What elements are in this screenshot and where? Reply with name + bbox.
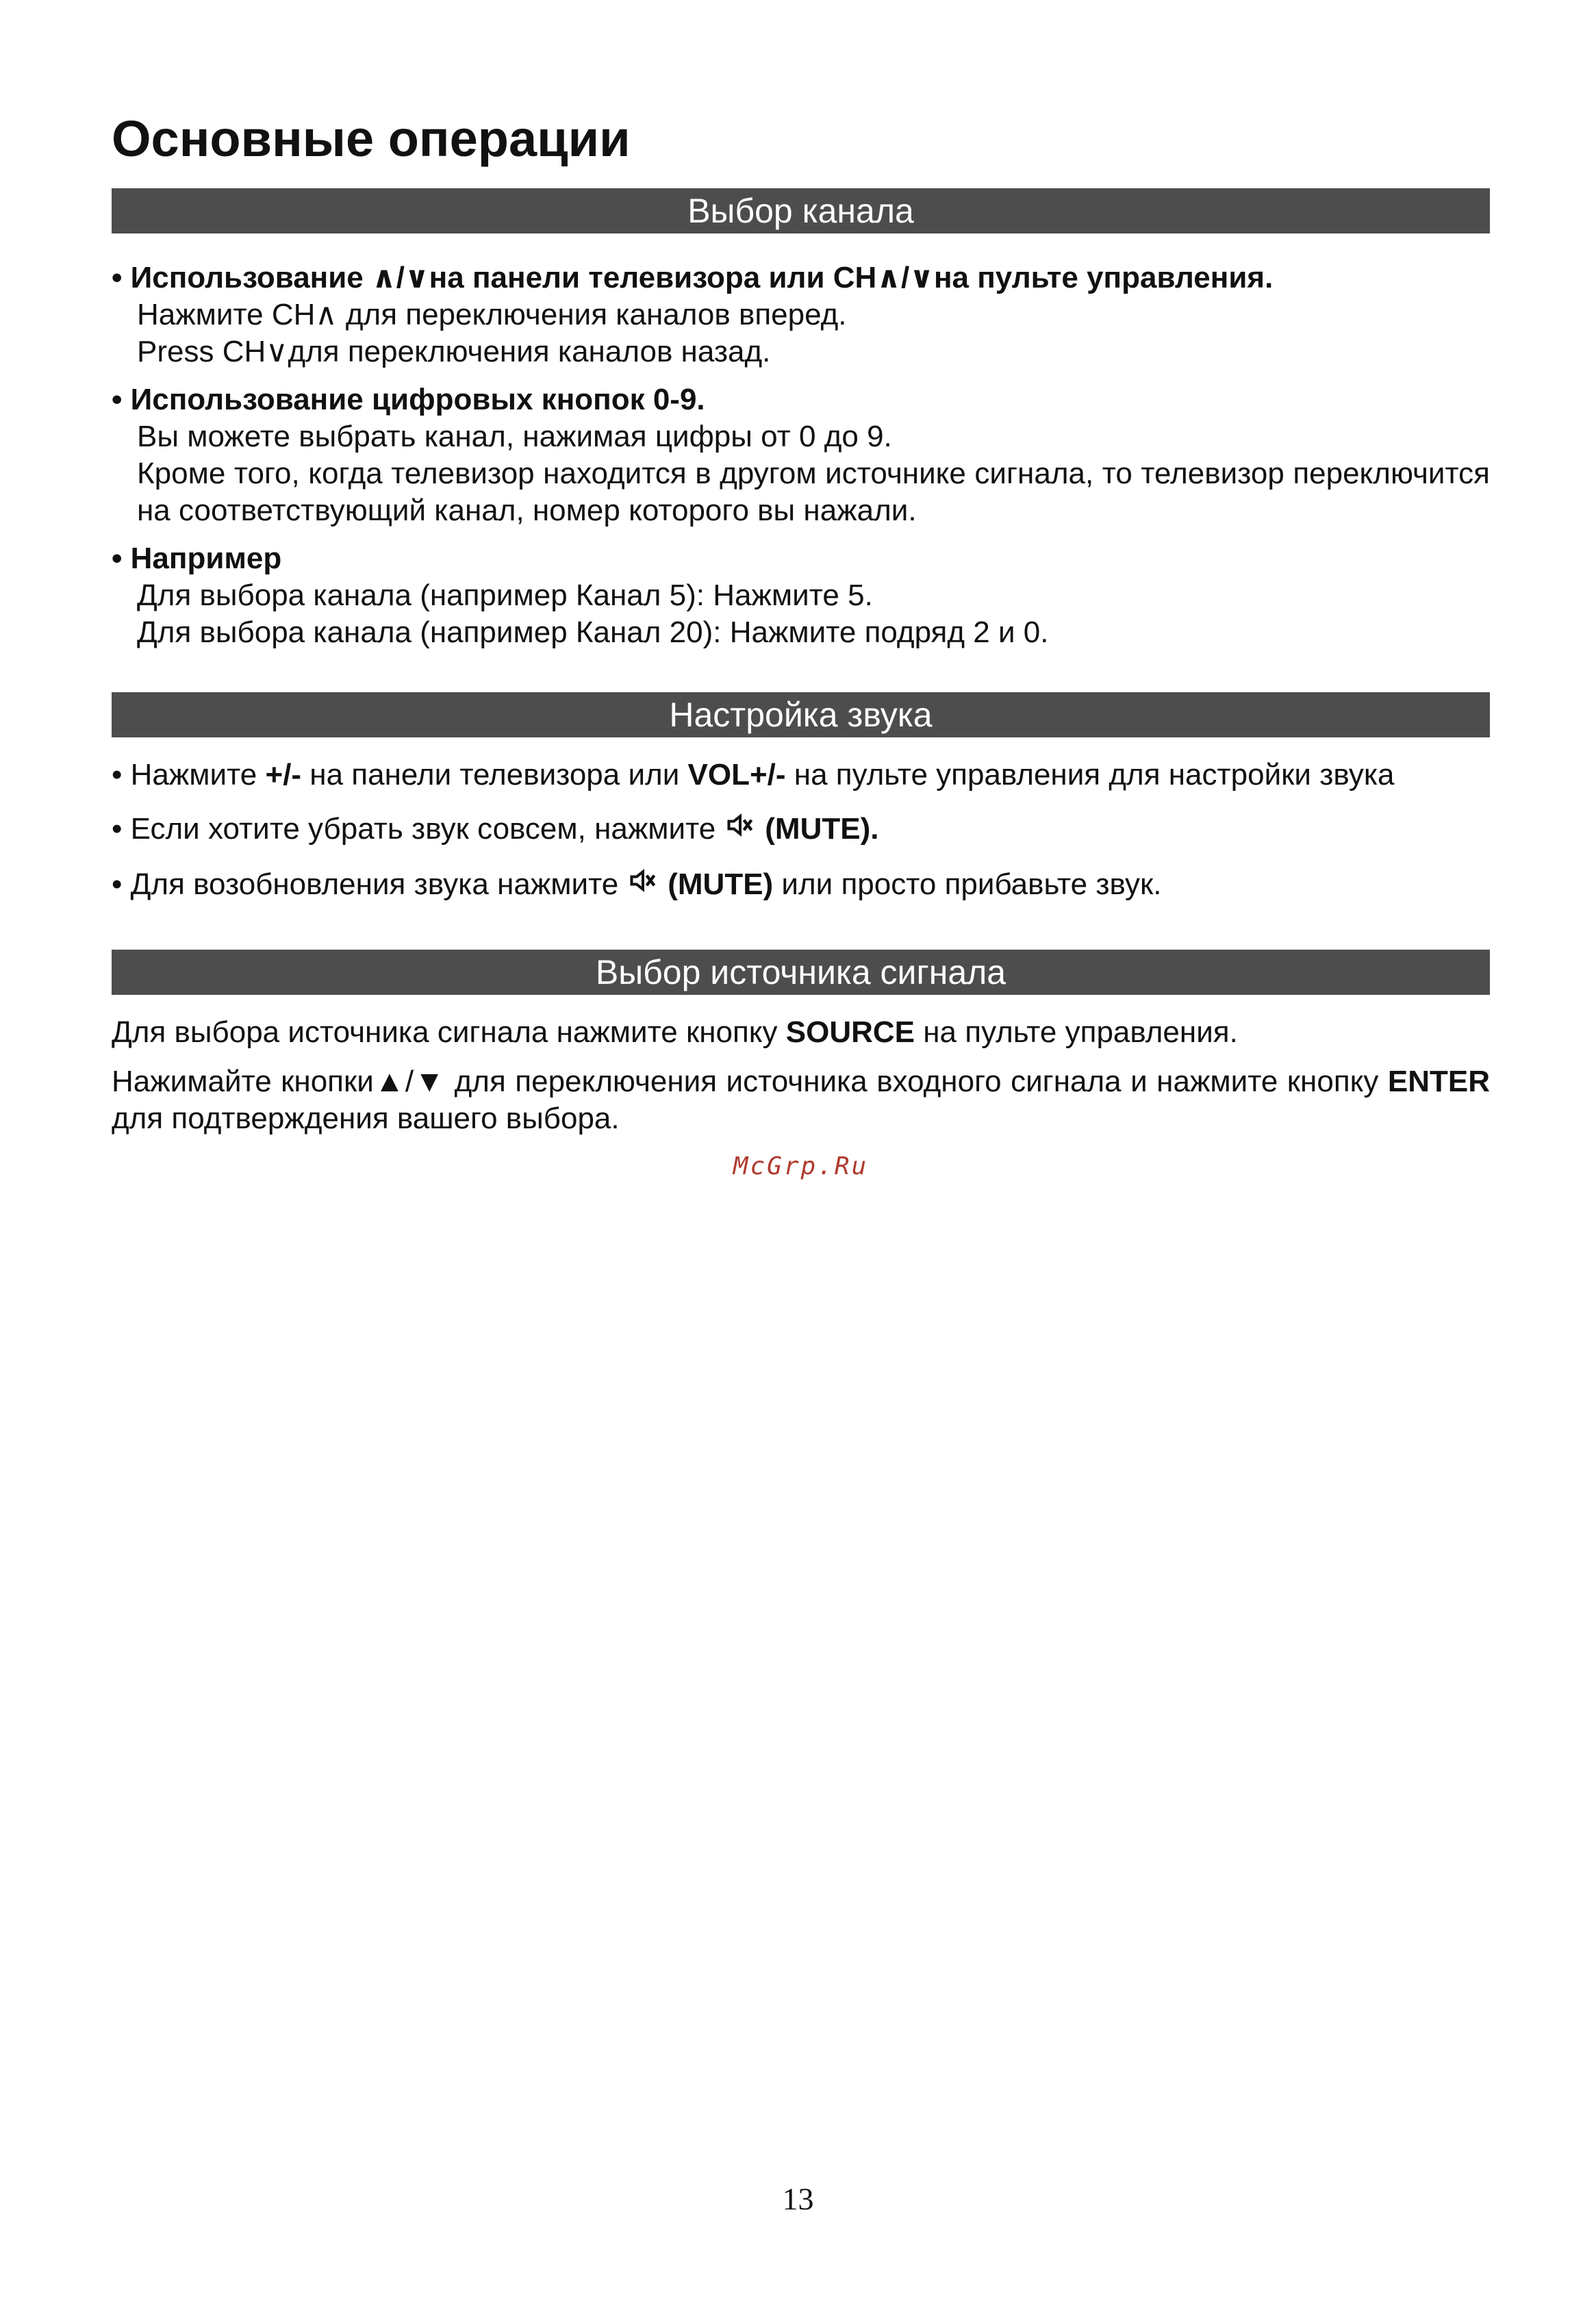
- channel-item-title: • Например: [112, 542, 282, 576]
- sound-line-unmute: • Для возобновления звука нажмите (MUTE) или просто прибавьте звук.: [112, 865, 1490, 904]
- channel-section: [112, 259, 1490, 651]
- channel-item-line: Нажмите CH∧ для переключения каналов вперед.: [137, 298, 847, 332]
- source-paragraph-2: Нажимайте кнопки▲/▼ для переключения источника входного сигнала и нажмите кнопку ENTER для подтверждения вашего выбора.: [112, 1065, 1490, 1136]
- channel-item-line: Вы можете выбрать канал, нажимая цифры от 0 до 9.: [137, 420, 892, 454]
- manual-page: [112, 110, 1490, 1180]
- sound-section: [112, 757, 1490, 904]
- mute-speaker-icon: [725, 810, 755, 849]
- channel-item-example: [112, 540, 1490, 651]
- watermark: McGrp.Ru: [733, 1152, 869, 1181]
- section-header-source: Выбор источника сигнала: [112, 950, 1490, 995]
- channel-item-line: Для выбора канала (например Канал 20): Нажмите подряд 2 и 0.: [137, 616, 1049, 650]
- section-header-channel: Выбор канала: [112, 188, 1490, 233]
- page-number: 13: [782, 2181, 814, 2216]
- channel-item-line: Press CH∨для переключения каналов назад.: [137, 335, 771, 369]
- channel-item-title: • Использование цифровых кнопок 0-9.: [112, 383, 705, 417]
- channel-item-digits: [112, 381, 1490, 529]
- source-paragraph-1: Для выбора источника сигнала нажмите кнопку SOURCE на пульте управления.: [112, 1015, 1238, 1050]
- section-header-sound: Настройка звука: [112, 692, 1490, 737]
- channel-item-line: Кроме того, когда телевизор находится в другом источнике сигнала, то телевизор переключится на соответствующий канал, номер которого вы нажали.: [137, 457, 1490, 528]
- page-title: Основные операции: [112, 110, 631, 167]
- sound-line-volume: • Нажмите +/- на панели телевизора или VOL+/- на пульте управления для настройки звука: [112, 758, 1395, 792]
- mute-speaker-icon: [628, 865, 658, 904]
- channel-item-arrows: [112, 259, 1490, 370]
- channel-item-title: • Использование ∧/∨на панели телевизора или CH∧/∨на пульте управления.: [112, 261, 1274, 295]
- source-section: [112, 1014, 1490, 1180]
- channel-item-line: Для выбора канала (например Канал 5): Нажмите 5.: [137, 579, 873, 613]
- sound-line-mute: • Если хотите убрать звук совсем, нажмите (MUTE).: [112, 810, 1490, 849]
